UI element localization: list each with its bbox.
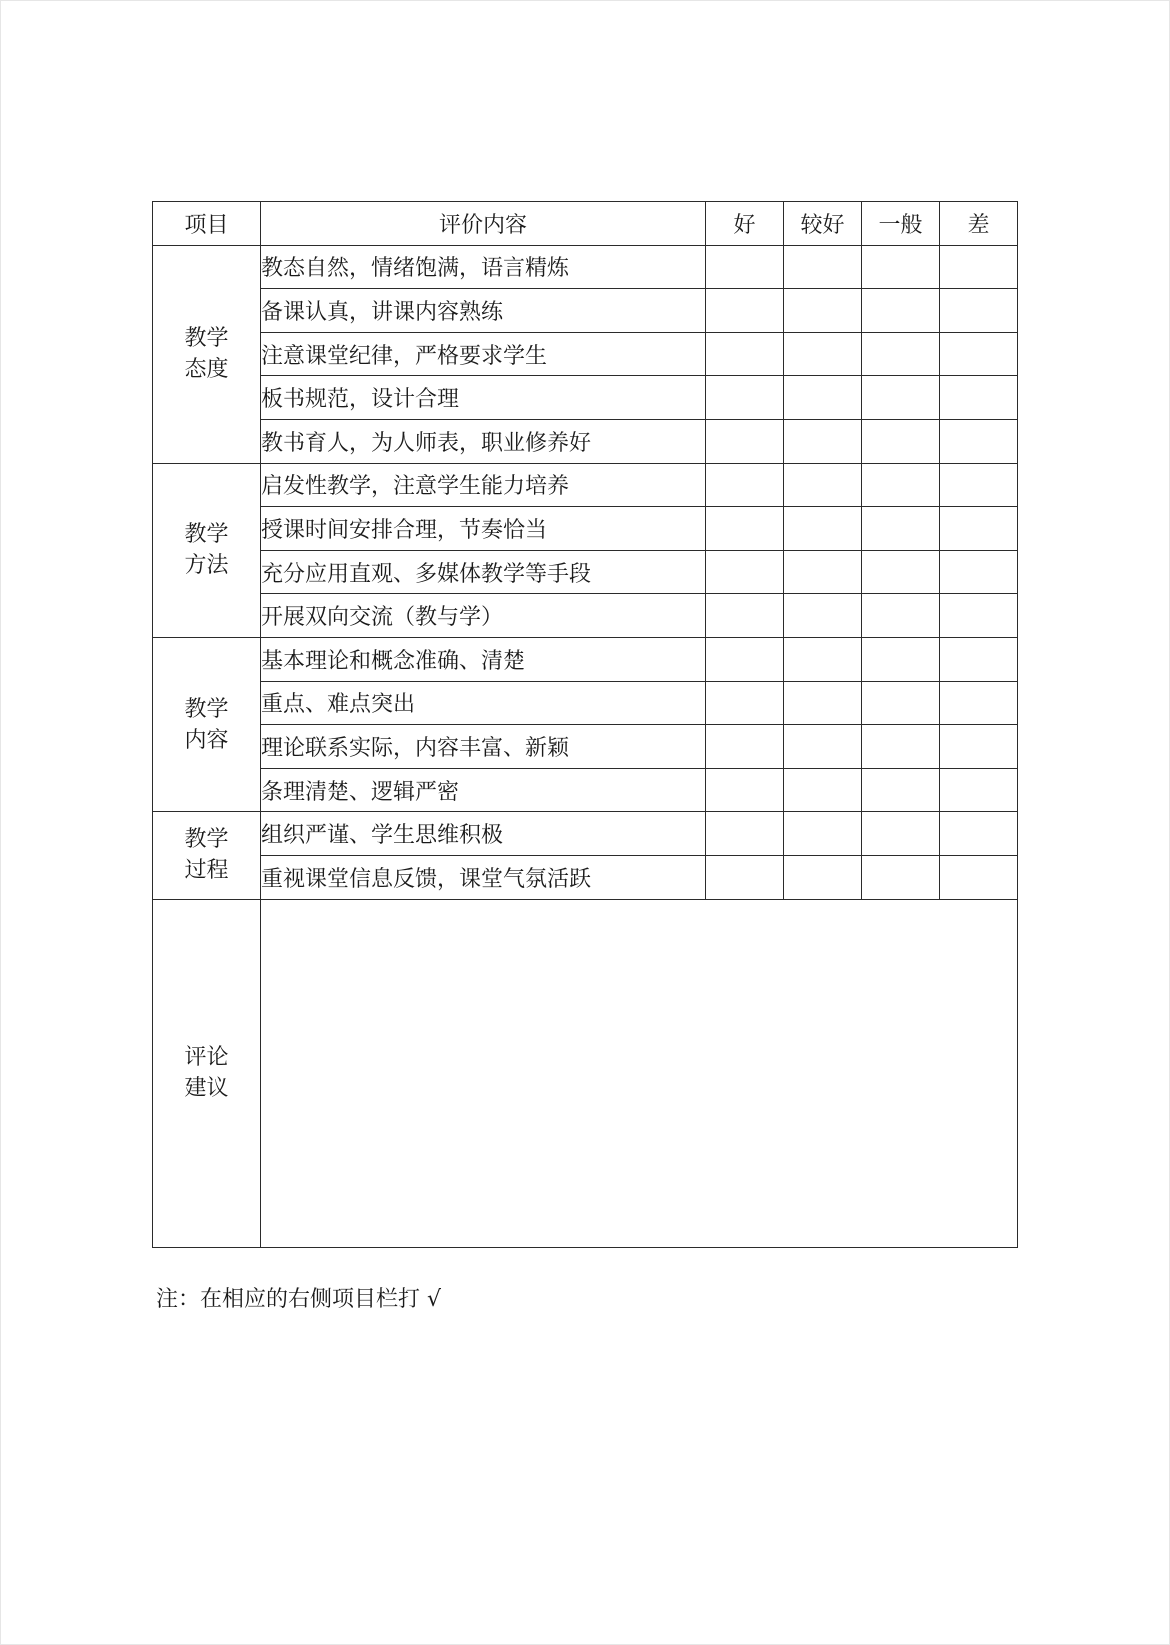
- rating-cell-fairly-good[interactable]: [784, 289, 862, 333]
- rating-cell-good[interactable]: [706, 463, 784, 507]
- category-label-line: 内容: [184, 727, 229, 753]
- category-attitude: [153, 245, 261, 463]
- rating-cell-good[interactable]: [706, 507, 784, 551]
- rating-cell-poor[interactable]: [940, 507, 1018, 551]
- criterion: 充分应用直观、多媒体教学等手段: [261, 550, 706, 594]
- rating-cell-poor[interactable]: [940, 768, 1018, 812]
- rating-cell-average[interactable]: [862, 812, 940, 856]
- criterion: 教书育人，为人师表，职业修养好: [261, 419, 706, 463]
- criterion: 备课认真，讲课内容熟练: [261, 289, 706, 333]
- table-row: [153, 855, 1018, 899]
- rating-cell-poor[interactable]: [940, 855, 1018, 899]
- table-row: [153, 637, 1018, 681]
- rating-cell-fairly-good[interactable]: [784, 637, 862, 681]
- rating-cell-average[interactable]: [862, 376, 940, 420]
- rating-cell-fairly-good[interactable]: [784, 725, 862, 769]
- table-row: [153, 245, 1018, 289]
- rating-cell-poor[interactable]: [940, 332, 1018, 376]
- rating-cell-fairly-good[interactable]: [784, 768, 862, 812]
- comments-row: [153, 899, 1018, 1247]
- criterion: 注意课堂纪律，严格要求学生: [261, 332, 706, 376]
- header-content: 评价内容: [261, 202, 706, 246]
- category-label-line: 教学: [184, 522, 229, 548]
- category-label-line: 教学: [184, 326, 229, 352]
- rating-cell-good[interactable]: [706, 245, 784, 289]
- criterion: 理论联系实际，内容丰富、新颖: [261, 725, 706, 769]
- table-row: [153, 463, 1018, 507]
- rating-cell-good[interactable]: [706, 768, 784, 812]
- category-label-line: 方法: [184, 553, 229, 579]
- rating-cell-good[interactable]: [706, 855, 784, 899]
- rating-cell-fairly-good[interactable]: [784, 855, 862, 899]
- table-row: [153, 419, 1018, 463]
- criterion: 条理清楚、逻辑严密: [261, 768, 706, 812]
- rating-cell-good[interactable]: [706, 594, 784, 638]
- header-rating-fairly-good: 较好: [784, 202, 862, 246]
- rating-cell-good[interactable]: [706, 419, 784, 463]
- rating-cell-poor[interactable]: [940, 637, 1018, 681]
- category-label-line: 态度: [184, 357, 229, 383]
- comments-label: [153, 899, 261, 1247]
- rating-cell-poor[interactable]: [940, 463, 1018, 507]
- rating-cell-average[interactable]: [862, 550, 940, 594]
- table-row: [153, 289, 1018, 333]
- header-row: [153, 202, 1018, 246]
- rating-cell-poor[interactable]: [940, 376, 1018, 420]
- category-label-line: 过程: [184, 858, 229, 884]
- rating-cell-average[interactable]: [862, 245, 940, 289]
- table-row: [153, 594, 1018, 638]
- rating-cell-poor[interactable]: [940, 594, 1018, 638]
- comments-label-line: 评论: [184, 1045, 229, 1070]
- criterion: 板书规范，设计合理: [261, 376, 706, 420]
- rating-cell-poor[interactable]: [940, 245, 1018, 289]
- rating-cell-good[interactable]: [706, 550, 784, 594]
- criterion: 教态自然，情绪饱满，语言精炼: [261, 245, 706, 289]
- criterion: 启发性教学，注意学生能力培养: [261, 463, 706, 507]
- rating-cell-fairly-good[interactable]: [784, 419, 862, 463]
- rating-cell-fairly-good[interactable]: [784, 245, 862, 289]
- header-rating-poor: 差: [940, 202, 1018, 246]
- rating-cell-good[interactable]: [706, 289, 784, 333]
- criterion: 重点、难点突出: [261, 681, 706, 725]
- table-row: [153, 768, 1018, 812]
- rating-cell-average[interactable]: [862, 289, 940, 333]
- table-row: [153, 681, 1018, 725]
- criterion: 授课时间安排合理，节奏恰当: [261, 507, 706, 551]
- evaluation-table: [152, 201, 1018, 1248]
- category-process: [153, 812, 261, 899]
- rating-cell-average[interactable]: [862, 507, 940, 551]
- category-content: [153, 637, 261, 811]
- rating-cell-fairly-good[interactable]: [784, 332, 862, 376]
- header-project: 项目: [153, 202, 261, 246]
- rating-cell-poor[interactable]: [940, 681, 1018, 725]
- rating-cell-good[interactable]: [706, 376, 784, 420]
- rating-cell-average[interactable]: [862, 594, 940, 638]
- rating-cell-fairly-good[interactable]: [784, 376, 862, 420]
- category-method: [153, 463, 261, 637]
- criterion: 组织严谨、学生思维积极: [261, 812, 706, 856]
- rating-cell-good[interactable]: [706, 681, 784, 725]
- rating-cell-average[interactable]: [862, 637, 940, 681]
- rating-cell-good[interactable]: [706, 725, 784, 769]
- table-row: [153, 507, 1018, 551]
- table-row: [153, 812, 1018, 856]
- header-rating-good: 好: [706, 202, 784, 246]
- rating-cell-average[interactable]: [862, 855, 940, 899]
- rating-cell-average[interactable]: [862, 725, 940, 769]
- rating-cell-fairly-good[interactable]: [784, 463, 862, 507]
- comments-label-line: 建议: [184, 1076, 229, 1101]
- table-row: [153, 376, 1018, 420]
- rating-cell-good[interactable]: [706, 637, 784, 681]
- comments-field[interactable]: [261, 899, 1018, 1247]
- rating-cell-average[interactable]: [862, 681, 940, 725]
- rating-cell-good[interactable]: [706, 332, 784, 376]
- rating-cell-fairly-good[interactable]: [784, 681, 862, 725]
- rating-cell-poor[interactable]: [940, 725, 1018, 769]
- rating-cell-poor[interactable]: [940, 289, 1018, 333]
- rating-cell-fairly-good[interactable]: [784, 812, 862, 856]
- rating-cell-good[interactable]: [706, 812, 784, 856]
- criterion: 基本理论和概念准确、清楚: [261, 637, 706, 681]
- rating-cell-poor[interactable]: [940, 550, 1018, 594]
- table-row: [153, 725, 1018, 769]
- rating-cell-average[interactable]: [862, 463, 940, 507]
- rating-cell-fairly-good[interactable]: [784, 594, 862, 638]
- rating-cell-average[interactable]: [862, 768, 940, 812]
- category-label-line: 教学: [184, 827, 229, 853]
- header-rating-average: 一般: [862, 202, 940, 246]
- rating-cell-poor[interactable]: [940, 812, 1018, 856]
- table-row: [153, 332, 1018, 376]
- table-row: [153, 550, 1018, 594]
- rating-cell-average[interactable]: [862, 419, 940, 463]
- rating-cell-average[interactable]: [862, 332, 940, 376]
- rating-cell-poor[interactable]: [940, 419, 1018, 463]
- category-label-line: 教学: [184, 696, 229, 722]
- rating-cell-fairly-good[interactable]: [784, 507, 862, 551]
- footnote: 注：在相应的右侧项目栏打 √: [156, 1287, 442, 1312]
- rating-cell-fairly-good[interactable]: [784, 550, 862, 594]
- criterion: 开展双向交流（教与学）: [261, 594, 706, 638]
- criterion: 重视课堂信息反馈，课堂气氛活跃: [261, 855, 706, 899]
